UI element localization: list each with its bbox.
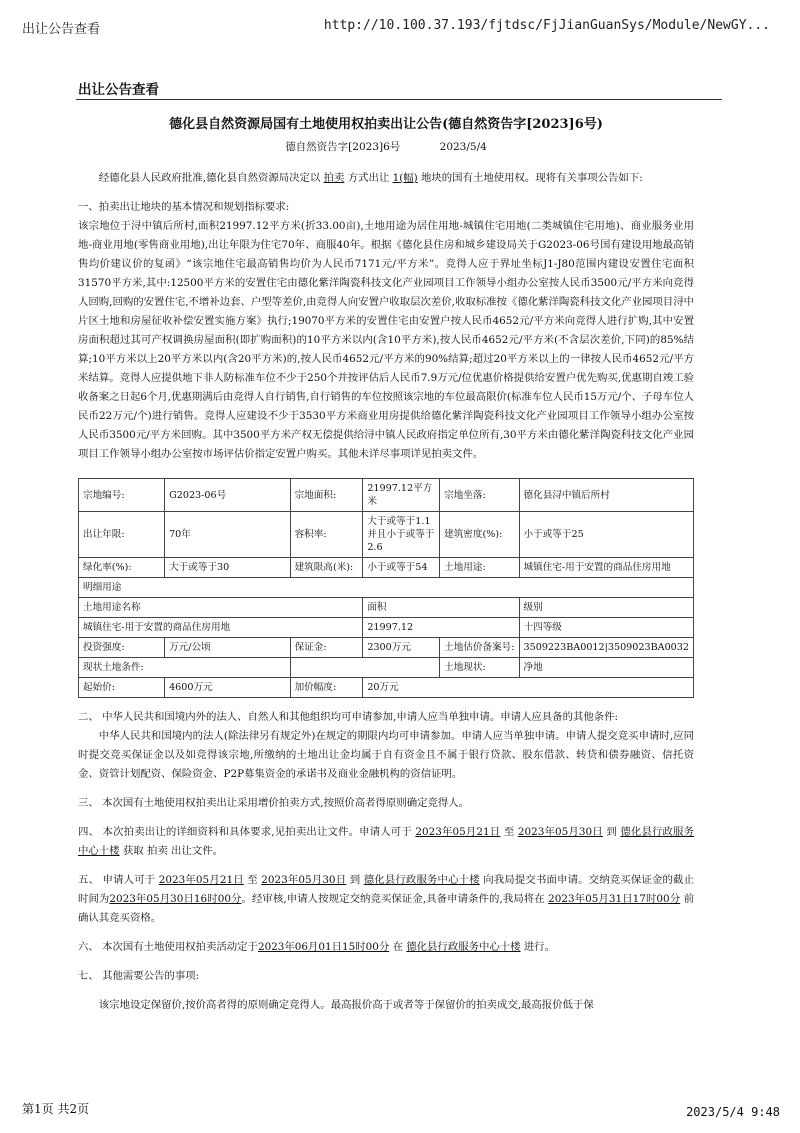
section-7-body: 该宗地设定保留价,按价高者得的原则确定竞得人。最高报价高于或者等于保留价的拍卖成交,最高报价低于保 (98, 999, 594, 1011)
table-cell: 小于或等于25 (519, 512, 693, 558)
table-cell: 面积 (363, 598, 519, 618)
section-4 (78, 823, 694, 861)
text-fragment: 至 (247, 874, 258, 886)
table-row (79, 479, 694, 512)
text-fragment: 获取 拍卖 出让文件。 (122, 845, 223, 857)
table-cell: 容积率: (290, 512, 363, 558)
table-cell: 大于或等于30 (165, 558, 291, 578)
text-fragment: 五、 申请人可于 (78, 874, 156, 886)
table-cell: 21997.12 (363, 618, 519, 638)
table-cell: 土地用途名称 (79, 598, 363, 618)
underlined-field: 2023年05月21日 (415, 826, 501, 838)
table-row (79, 578, 694, 598)
table-cell: 土地现状: (440, 658, 519, 678)
underlined-field: 德化县行政服务中心十楼 (406, 941, 521, 953)
table-cell: 保证金: (290, 638, 363, 658)
table-cell: 土地估价备案号: (440, 638, 519, 658)
table-cell: 明细用途 (79, 578, 694, 598)
text-fragment: 前确认其竞买资格。 (78, 893, 694, 924)
table-cell: 4600万元 (165, 678, 291, 698)
table-cell: 绿化率(%): (79, 558, 165, 578)
header-title: 出让公告查看 (22, 22, 101, 37)
header-url[interactable]: http://10.100.37.193/fjtdsc/FjJianGuanSys/Module/NewGY... (323, 18, 770, 33)
table-cell: 德化县浔中镇后所村 (519, 479, 693, 512)
table-row (79, 558, 694, 578)
section-1-body: 该宗地位于浔中镇后所村,面积21997.12平方米(折33.00亩),土地用途为居住用地-城镇住宅用地(二类城镇住宅用地)、商业服务业用地-商业用地(零售商业用地),出让年限为住宅70年、商服40年。根据《德化县住房和城乡建设局关于G2023-06号国有建设用地最高销售均价建议价的复函》“该宗地住宅最高销售均价为人民币7171元/平方米”。竞得人应于界址坐标J1-J80范围内建设安置住宅面积31570平方米,其中:12500平方米的安置住宅由德化紫洋陶瓷科技文化产业园项目工作领导小组办公室按人民币3500元/平方米向竞得人回购,回购的安置住宅,不增补边套、户型等差价,由竞得人向安置户收取层次差价,收取标准按《德化紫洋陶瓷科技文化产业园项目浔中片区土地和房屋征收补偿安置实施方案》执行;19070平方米的安置住宅由安置户按人民币4652元/平方米向竞得人进行扩购,其中安置房面积超过其可产权调换房屋面积(即扩购面积)的10平方米以内(含10平方米),按人民币4652元/平方米(不含层次差价,下同)的85%结算;10平方米以上20平方米以内(含20平方米)的,按人民币4652元/平方米的90%结算;超过20平方米以上的一律按人民币4652元/平方米结算。竞得人应提供地下非人防标准车位不少于250个并按评估后人民币7.9万元/位优惠价格提供给安置户优先购买,优惠期自竣工验收备案之日起6个月,优惠期满后由竞得人自行销售,自行销售的车位按照该宗地的车位最高限价(标准车位人民币15万元/个、子母车位人民币22万元/个)进行销售。竞得人应建设不少于3530平方米商业用房提供给德化紫洋陶瓷科技文化产业园项目工作领导小组办公室按人民币3500元/平方米回购。其中3500平方米产权无偿提供给浔中镇人民政府指定单位所有,30平方米由德化紫洋陶瓷科技文化产业园项目工作领导小组办公室按市场评估价指定安置户购买。其他未详尽事项详见拍卖文件。 (78, 220, 694, 460)
notice-meta (78, 138, 694, 157)
section-6 (78, 938, 694, 957)
table-cell: 级别 (519, 598, 693, 618)
underlined-field: 德化县行政服务中心十楼 (78, 826, 695, 857)
table-row (79, 618, 694, 638)
table-cell: 投资强度: (79, 638, 165, 658)
table-cell: 净地 (519, 658, 693, 678)
text-fragment: 至 (503, 826, 515, 838)
table-cell: 大于或等于1.1并且小于或等于2.6 (363, 512, 440, 558)
underlined-field: 2023年06月01日15时00分 (257, 941, 390, 953)
underlined-field: 2023年05月30日16时00分 (109, 893, 242, 905)
section-3: 三、 本次国有土地使用权拍卖出让采用增价拍卖方式,按照价高者得原则确定竞得人。 (78, 797, 470, 809)
sale-method: 拍卖 (323, 172, 345, 184)
text-fragment: 地块的国有土地使用权。现将有关事项公告如下: (421, 172, 643, 184)
table-cell: 宗地坐落: (440, 479, 519, 512)
parcel-info-table (78, 478, 694, 698)
intro-paragraph (78, 169, 694, 188)
underlined-field: 2023年05月31日17时00分 (548, 893, 681, 905)
text-fragment: 在 (392, 941, 403, 953)
underlined-field: 2023年05月30日 (517, 826, 603, 838)
underlined-field: 2023年05月30日 (261, 874, 347, 886)
section-2-heading: 二、 中华人民共和国境内外的法人、自然人和其他组织均可申请参加,申请人应当单独申请。申请人应具备的其他条件: (78, 711, 619, 723)
table-cell: G2023-06号 (165, 479, 291, 512)
table-cell: 21997.12平方米 (363, 479, 440, 512)
table-cell: 万元/公顷 (165, 638, 291, 658)
table-cell: 土地用途: (440, 558, 519, 578)
table-cell: 起始价: (79, 678, 165, 698)
underlined-field: 2023年05月21日 (158, 874, 244, 886)
underlined-field: 德化县行政服务中心十楼 (363, 874, 480, 886)
table-cell: 小于或等于54 (363, 558, 440, 578)
table-cell: 十四等级 (519, 618, 693, 638)
section-7-heading: 七、 其他需要公告的事项: (78, 970, 200, 982)
table-cell: 建筑限高(米): (290, 558, 363, 578)
notice-document (78, 116, 694, 1015)
notice-title: 德化县自然资源局国有土地使用权拍卖出让公告(德自然资告字[2023]6号) (169, 117, 603, 132)
text-fragment: 六、 本次国有土地使用权拍卖活动定于 (78, 941, 258, 953)
text-fragment: 进行。 (523, 941, 556, 953)
page-number: 第1页 共2页 (22, 1102, 90, 1116)
section-divider (76, 99, 722, 100)
table-cell (290, 658, 440, 678)
table-row (79, 658, 694, 678)
table-row (79, 638, 694, 658)
table-cell: 20万元 (363, 678, 694, 698)
text-fragment: 经德化县人民政府批准,德化县自然资源局决定以 (98, 172, 321, 184)
table-row (79, 678, 694, 698)
section-5 (78, 871, 694, 928)
section-1-heading: 一、拍卖出让地块的基本情况和规划指标要求: (78, 201, 290, 213)
text-fragment: 四、 本次拍卖出让的详细资料和具体要求,见拍卖出让文件。申请人可于 (78, 826, 412, 838)
table-cell: 宗地编号: (79, 479, 165, 512)
table-cell: 70年 (165, 512, 291, 558)
text-fragment: 。经审核,申请人按规定交纳竞买保证金,具备申请条件的,我局将在 (241, 893, 545, 905)
table-row (79, 598, 694, 618)
parcel-count: 1(幅) (392, 172, 418, 184)
table-cell: 2300万元 (363, 638, 440, 658)
table-cell: 出让年限: (79, 512, 165, 558)
table-cell: 3509223BA0012|3509023BA0032 (519, 638, 693, 658)
section-title: 出让公告查看 (78, 82, 159, 98)
notice-date: 2023/5/4 (439, 141, 487, 153)
table-cell: 城镇住宅-用于安置的商品住房用地 (79, 618, 363, 638)
doc-number: 德自然资告字[2023]6号 (285, 141, 401, 153)
table-cell: 加价幅度: (290, 678, 363, 698)
text-fragment: 到 (349, 874, 361, 886)
table-cell: 建筑密度(%): (440, 512, 519, 558)
table-row (79, 512, 694, 558)
text-fragment: 方式出让 (347, 172, 390, 184)
section-2-body: 中华人民共和国境内的法人(除法律另有规定外)在规定的期限内均可申请参加。申请人应当单独申请。申请人提交竞买申请时,应同时提交竞买保证金以及如竞得该宗地,所缴纳的土地出让金均属于自有资金且不属于银行贷款、股东借款、转贷和债券融资、信托资金、资管计划配资、保险资金、P2P募集资金的承诺书及商业金融机构的资信证明。 (78, 730, 694, 780)
print-timestamp: 2023/5/4 9:48 (686, 1105, 780, 1119)
table-cell: 现状土地条件: (79, 658, 291, 678)
text-fragment: 到 (606, 826, 617, 838)
text-fragment: 向我局提交书面申请。交纳竞买保证金的截止时间为 (78, 874, 694, 905)
table-cell: 宗地面积: (290, 479, 363, 512)
table-cell: 城镇住宅-用于安置的商品住房用地 (519, 558, 693, 578)
